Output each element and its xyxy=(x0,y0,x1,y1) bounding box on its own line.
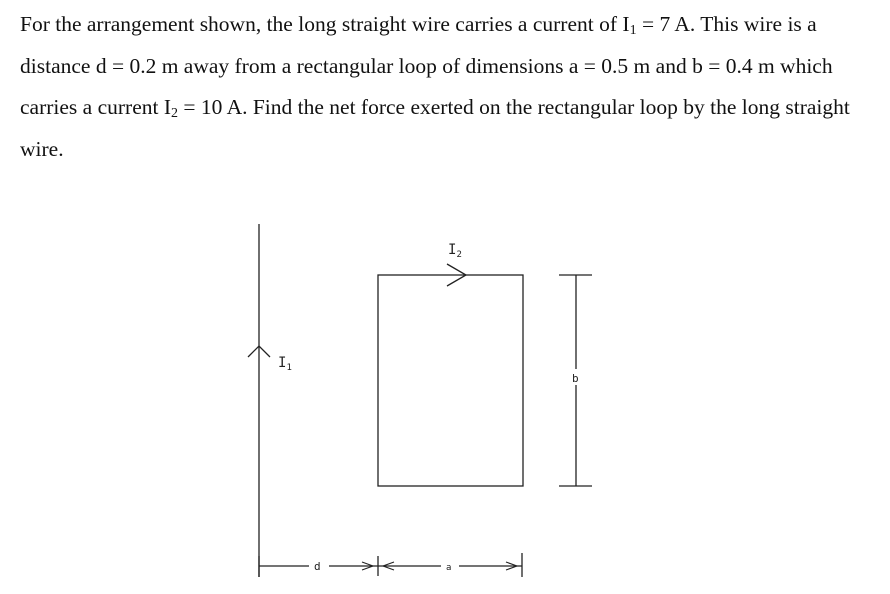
problem-text-part-3: = 10 A. Find the net force exerted on the rectangular loop by the long straight wire. xyxy=(20,95,850,161)
current-subscript-2: 2 xyxy=(171,106,178,121)
current-subscript-1: 1 xyxy=(629,23,637,38)
problem-text-part-1: For the arrangement shown, the long straight wire carries a current of I xyxy=(20,12,630,36)
rectangular-loop xyxy=(378,275,523,486)
distance-label: d xyxy=(314,560,321,573)
wire-current-label: $I_1$ xyxy=(278,355,292,373)
problem-text-part-2: = 7 A. This wire is a distance d = 0.2 m away from a rectangular loop of dimensions a = 0.5 m and b = 0.4 m which carries a current I xyxy=(20,12,833,119)
loop-current-label: $I_2$ xyxy=(448,242,462,260)
height-dimension-label: b xyxy=(572,372,579,385)
width-label: a xyxy=(446,563,452,573)
